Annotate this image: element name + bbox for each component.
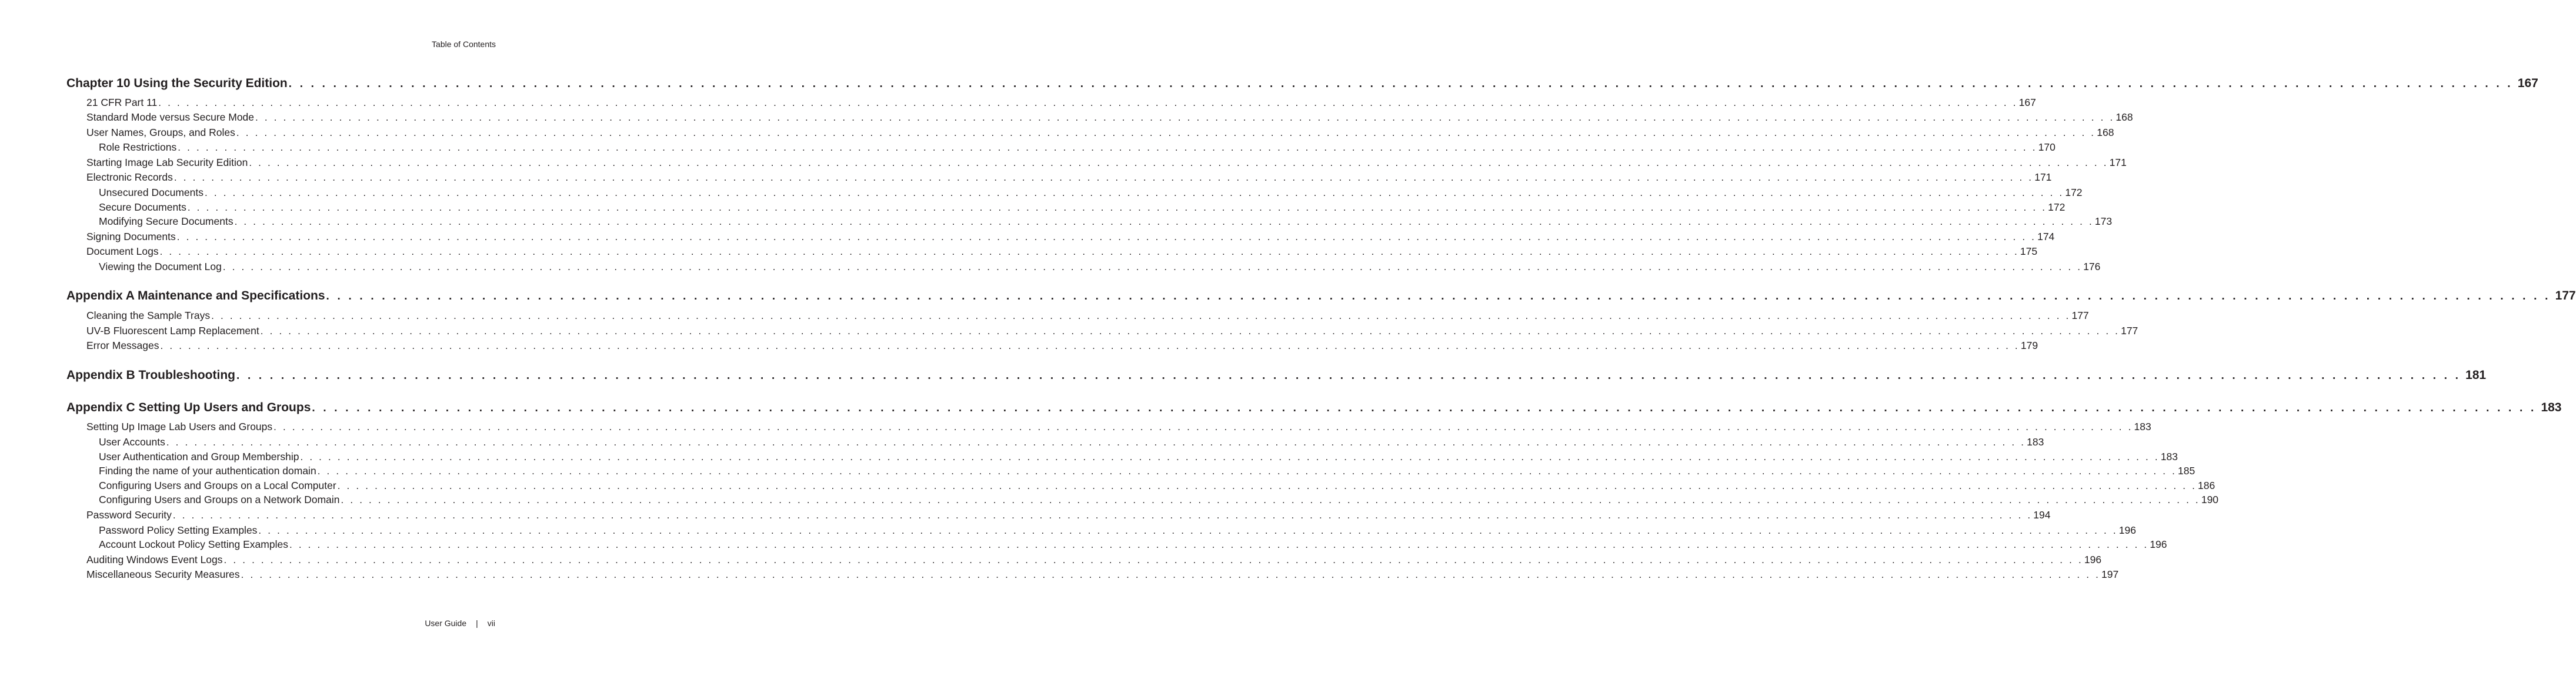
footer-page-number: vii xyxy=(487,618,495,628)
toc-entry-page: 167 xyxy=(2517,76,2538,90)
toc-entry-title: Password Policy Setting Examples xyxy=(99,524,258,536)
toc-entry[interactable] xyxy=(99,480,2215,492)
toc-entry[interactable] xyxy=(86,171,2052,184)
toc-dot-leader: . . . . . . . . . . . . . . . . . . . . . . . . . . . . . . . . . . . . . . . . . . . . . . . . . . . . . . . . . . . . . . . . . . . . . . . . . . . . . . . . . . . . . . . . . . . . . . . . . . . . . . . . . . . . . . . . . . . . . . . . . . . . . . . . . . . . . . . . . . . . . . . . . . . . . . . . . . . . . . . . . . . . . . . . . . . . . . . . . . . . . . . . . . . . . . . . . . . . . . . . xyxy=(211,310,2071,321)
toc-entry-title: Document Logs xyxy=(86,245,159,257)
toc-dot-leader: . . . . . . . . . . . . . . . . . . . . . . . . . . . . . . . . . . . . . . . . . . . . . . . . . . . . . . . . . . . . . . . . . . . . . . . . . . . . . . . . . . . . . . . . . . . . . . . . . . . . . . . . . . . . . . . . . . . . . . . . . . . . . . . . . . . . . . . . . . . . . . . . . . . . . . . . . . . . . . . . . . . . . . . . . . . . . . . . . . . . . . . . . . . . . . . . . . . . . . . . xyxy=(289,539,2149,550)
toc-dot-leader: . . . . . . . . . . . . . . . . . . . . . . . . . . . . . . . . . . . . . . . . . . . . . . . . . . . . . . . . . . . . . . . . . . . . . . . . . . . . . . . . . . . . . . . . . . . . . . . . . . . . . . . . . . . . . . . . . . . . . . . . . . . . . . . . . . . . . . . . . . . . . . . . . . . . . . . . . . . . . . . . . . . . . . . . . . . . . . . . . . . . . . . . . . . . . . . . . . . . . . . . xyxy=(317,465,2177,477)
toc-entry-title: Unsecured Documents xyxy=(99,187,203,198)
toc-entry-page: 172 xyxy=(2048,201,2066,213)
toc-entry[interactable] xyxy=(86,340,2038,352)
toc-entry-title: Setting Up Image Lab Users and Groups xyxy=(86,421,273,433)
toc-entry[interactable] xyxy=(99,187,2083,199)
toc-entry-title: 21 CFR Part 11 xyxy=(86,97,158,108)
toc-entry-title: UV-B Fluorescent Lamp Replacement xyxy=(86,325,259,337)
toc-entry-title: Viewing the Document Log xyxy=(99,261,222,272)
toc-entry-page: 194 xyxy=(2033,509,2051,521)
toc-dot-leader: . . . . . . . . . . . . . . . . . . . . . . . . . . . . . . . . . . . . . . . . . . . . . . . . . . . . . . . . . . . . . . . . . . . . . . . . . . . . . . . . . . . . . . . . . . . . . . . . . . . . . . . . . . . . . . . . . . . . . . . . . . . . . . . . . . . . . . . . . . . . . . . . . . . . . . . . . . . . . . . . . . . . . . . . . . . . . . . . . . . . . . . . . . . . . . . . . . . . . . . . xyxy=(178,142,2037,153)
toc-dot-leader: . . . . . . . . . . . . . . . . . . . . . . . . . . . . . . . . . . . . . . . . . . . . . . . . . . . . . . . . . . . . . . . . . . . . . . . . . . . . . . . . . . . . . . . . . . . . . . . . . . . . . . . . . . . . . . . . . . . . . . . . . . . . . . . . . . . . . . . . . . . . . . . . . . . . . . . . . . . . . . . . . . . . . . . . . . . . . . . . . . . . . . . . . . . . . . . . . . . . . . . . xyxy=(160,340,2020,351)
toc-entry-title: Auditing Windows Event Logs xyxy=(86,554,223,565)
toc-entry-page: 183 xyxy=(2134,421,2151,433)
toc-dot-leader: . . . . . . . . . . . . . . . . . . . . . . . . . . . . . . . . . . . . . . . . . . . . . . . . . . . . . . . . . . . . . . . . . . . . . . . . . . . . . . . . . . . . . . . . . . . . . . . . . . . . . . . . . . . . . . . . . . . . . . . . . . . . . . . . . . . . . . . . . . . . . . . . . . . . . . . . . . . . . . . . . . . . . . . . . . . . . . . . . . . . . . . . . . . . . . . . . . . . . . . . xyxy=(341,494,2200,505)
toc-entry[interactable] xyxy=(86,127,2114,139)
toc-entry-title: Appendix B Troubleshooting xyxy=(66,368,235,382)
toc-entry-page: 177 xyxy=(2071,310,2089,321)
toc-entry-page: 168 xyxy=(2097,127,2114,138)
toc-dot-leader: . . . . . . . . . . . . . . . . . . . . . . . . . . . . . . . . . . . . . . . . . . . . . . . . . . . . . . . . . . . . . . . . . . . . . . . . . . . . . . . . . . . . . . . . . . . . . . . . . . . . . . . . . . . . . . . . . . . . . . . . . . . . . . . . . . . . . . . . . . . . . . . . . . . . . . . . . . . . . . . . . . . . . . . . . . . . . . . . . . . . . . . . . . . . . . . . . . . . . . . . xyxy=(166,437,2026,448)
toc-entry-title: Chapter 10 Using the Security Edition xyxy=(66,76,288,90)
toc-entry-title: Account Lockout Policy Setting Examples xyxy=(99,538,288,550)
toc-entry-page: 171 xyxy=(2109,157,2127,168)
toc-entry[interactable] xyxy=(99,436,2044,448)
toc-entry[interactable] xyxy=(99,524,2136,537)
toc-dot-leader: . . . . . . . . . . . . . . . . . . . . . . . . . . . . . . . . . . . . . . . . . . . . . . . . . . . . . . . . . . . . . . . . . . . . . . . . . . . . . . . . . . . . . . . . . . . . . . . . . . . . . . . . . . . . . . . . . . . . . . . . . . . . . . . . . . . . . . . . . . . . . . . . . . . . . . . . . . . . . . . . . . . . . . . . . . . . . . . . . . . . . . . . . . . . . . . . . . . . . . . . xyxy=(236,127,2096,138)
toc-entry-title: Configuring Users and Groups on a Local Computer xyxy=(99,480,336,491)
toc-entry-page: 172 xyxy=(2065,187,2083,198)
toc-entry-page: 177 xyxy=(2121,325,2138,337)
toc-entry-page: 176 xyxy=(2083,261,2101,272)
toc-entry-page: 183 xyxy=(2160,451,2178,463)
toc-dot-leader: . . . . . . . . . . . . . . . . . . . . . . . . . . . . . . . . . . . . . . . . . . . . . . . . . . . . . . . . . . . . . . . . . . . . . . . . . . . . . . . . . . . . . . . . . . . . . . . . . . . . . . . . . . . . . . . . . . . . . . . . . . . . . . . . . . . . . . . . . . . . . . . . . . . . . . . . . . . . . . . . . . . . . . . . . . . . . . . . . . . . . . . . . . . . . . . . . . . . . . . . xyxy=(234,216,2094,227)
toc-entry[interactable] xyxy=(86,568,2119,581)
footer-separator: | xyxy=(476,618,478,628)
toc-dot-leader: . . . . . . . . . . . . . . . . . . . . . . . . . . . . . . . . . . . . . . . . . . . . . . . . . . . . . . . . . . . . . . . . . . . . . . . . . . . . . . . . . . . . . . . . . . . . . . . . . . . . . . . . . . . . . . . . . . . . . . . . . . . . . . . . . . . . . . . . . . . . . . . . . . . . . . . . . . . . . . . . . . . . . . . . . . . . . . . . . . . . . . . . . . . . . . . . . . . . . . . . xyxy=(260,325,2120,337)
toc-entry-page: 196 xyxy=(2150,538,2167,550)
toc-dot-leader: . . . . . . . . . . . . . . . . . . . . . . . . . . . . . . . . . . . . . . . . . . . . . . . . . . . . . . . . . . . . . . . . . . . . . . . . . . . . . . . . . . . . . . . . . . . . . . . . . . . . . . . . . . . . . . . . . . . . . . . . . . . . . . . . . . . . . . . . . . . . . . . . . . . . . . . . . . . . . . . . . . . . . . . . . . . . . . . . . . . . . . . . . . . . . . . . . . . . . . . . xyxy=(172,510,2033,521)
toc-dot-leader: . . . . . . . . . . . . . . . . . . . . . . . . . . . . . . . . . . . . . . . . . . . . . . . . . . . . . . . . . . . . . . . . . . . . . . . . . . . . . . . . . . . . . . . . . . . . . . . . . . . . . . . . . . . . . . . . . . . . . . . . . . . . . . . . . . . . . . . . . . . . . . . . . . . . . . . . . . . . . . . . . . . . . . . . . . . . . . . . . . . . . . . . . . . . . . . . . . . . . . . . xyxy=(159,246,2019,257)
toc-entry-title: User Names, Groups, and Roles xyxy=(86,127,235,138)
toc-entry-page: 167 xyxy=(2018,97,2036,108)
toc-dot-leader: . . . . . . . . . . . . . . . . . . . . . . . . . . . . . . . . . . . . . . . . . . . . . . . . . . . . . . . . . . . . . . . . . . . . . . . . . . . . . . . . . . . . . . . . . . . . . . . . . . . . . . . . . . . . . . . . . . . . . . . . . . . . . . . . . . . . . . . . . . . . . . . . . . . . . . . . . . . . . . . . . . . . . . . . . . . . . . . . . . . . . . . . . . . . . . . . . . . . . . . . xyxy=(273,421,2133,433)
toc-entry-title: Appendix C Setting Up Users and Groups xyxy=(66,401,311,414)
toc-dot-leader: . . . . . . . . . . . . . . . . . . . . . . . . . . . . . . . . . . . . . . . . . . . . . . . . . . . . . . . . . . . . . . . . . . . . . . . . . . . . . . . . . . . . . . . . . . . . . . . . . . . . . . . . . . . . . . . . . . . . . . . . . . . . . . . . . . . . . . . . . . . . . . . . . . . . . . . . . . . . . . . . . . . . . . . . . . . . . . . . . . . . . . . . . . . . . . . . . . . . . . . . xyxy=(300,451,2160,463)
toc-entry-title: Starting Image Lab Security Edition xyxy=(86,157,248,168)
toc-chapter-entry[interactable] xyxy=(66,289,2576,303)
toc-chapter-entry[interactable] xyxy=(66,76,2538,91)
toc-entry-title: User Authentication and Group Membership xyxy=(99,451,299,463)
toc-entry[interactable] xyxy=(86,421,2151,433)
toc-chapter-entry[interactable] xyxy=(66,368,2487,382)
toc-entry-page: 190 xyxy=(2201,494,2219,505)
toc-dot-leader: . . . . . . . . . . . . . . . . . . . . . . . . . . . . . . . . . . . . . . . . . . . . . . . . . . . . . . . . . . . . . . . . . . . . . . . . . . . . . . . . . . . . . . . . . . . . . . . . . . . . . . . . . . . . . . . . . . . . . . . . . . . . . . . . . . . . . . . . . . . . . . . . . . . . . . . . . . . . . . . . . . . . . . . . . . . . . . . . . . . . . . . . . . . . . . . . . . . . . . . . xyxy=(158,97,2018,108)
toc-entry-title: Role Restrictions xyxy=(99,141,177,153)
toc-entry[interactable] xyxy=(86,554,2102,566)
toc-entry-page: 185 xyxy=(2178,465,2195,477)
toc-dot-leader: . . . . . . . . . . . . . . . . . . . . . . . . . . . . . . . . . . . . . . . . . . . . . . . . . . . . . . . . . . . . . . . . . . . . . . . . . . . . . . . . . . . . . . . . . . . . . . . . . . . . . . . . . . . . . . . . . . . . . . . . . . . . . . . . . . . . . . . . . . . . . . . . . . . . . . . . . . . . . . . . . . . . . . . . . . . . . . . . . . . . . . . . . . . . . . . . . . . . . . . . xyxy=(241,569,2101,580)
toc-entry-title: Signing Documents xyxy=(86,231,176,242)
toc-entry-page: 175 xyxy=(2020,245,2038,257)
toc-entry-title: Standard Mode versus Secure Mode xyxy=(86,111,255,123)
toc-entry-page: 183 xyxy=(2541,401,2562,414)
toc-entry-page: 183 xyxy=(2027,436,2044,448)
toc-entry[interactable] xyxy=(86,97,2036,109)
toc-entry[interactable] xyxy=(99,538,2167,551)
toc-chapter-entry[interactable] xyxy=(66,401,2562,415)
toc-entry[interactable] xyxy=(86,245,2038,258)
toc-dot-leader: . . . . . . . . . . . . . . . . . . . . . . . . . . . . . . . . . . . . . . . . . . . . . . . . . . . . . . . . . . . . . . . . . . . . . . . . . . . . . . . . . . . . . . . . . . . . . . . . . . . . . . . . . . . . . . . . . . . . . . . . . . . . . . . . . . . . . . . . . . . . . . . . . . . . . . . . . . . . . . . . . . . . . . . . . . . . . . . . . . . . . . . . . . . . . . . . . . . . . . . . xyxy=(176,231,2037,242)
toc-entry[interactable] xyxy=(86,310,2089,322)
toc-entry-title: Secure Documents xyxy=(99,201,186,213)
toc-entry-title: Appendix A Maintenance and Specifications xyxy=(66,289,325,302)
toc-dot-leader: . . . . . . . . . . . . . . . . . . . . . . . . . . . . . . . . . . . . . . . . . . . . . . . . . . . . . . . . . . . . . . . . . . . . . . . . . . . . . . . . . . . . . . . . . . . . . . . . . . . . . . . . . . . . . . . . . . . . . . . . . . . . . . . . . . . . . . . . . . . . . . . . . . . . . . . . . . . . . . . . . . . . . . . . . . . . . . . . . . . . . . . . . . . . . . . . . . . . . . . . xyxy=(255,112,2115,123)
toc-dot-leader: . . . . . . . . . . . . . . . . . . . . . . . . . . . . . . . . . . . . . . . . . . . . . . . . . . . . . . . . . . . . . . . . . . . . . . . . . . . . . . . . . . . . . . . . . . . . . . . . . . . . . . . . . . . . . . . . . . . . . . . . . . . . . . . . . . . . . . . . . . . . . . . . . . . . . . . . . . . . . . . . . . . . . . . . . . . . . . . . . . . . . . . . . . . . . . . . . . . . . . . . xyxy=(222,261,2083,272)
toc-entry-title: Electronic Records xyxy=(86,171,173,183)
toc-entry[interactable] xyxy=(86,325,2138,337)
toc-entry-title: Configuring Users and Groups on a Network Domain xyxy=(99,494,340,505)
toc-entry-title: User Accounts xyxy=(99,436,165,448)
toc-entry-title: Error Messages xyxy=(86,340,159,351)
toc-dot-leader: . . . . . . . . . . . . . . . . . . . . . . . . . . . . . . . . . . . . . . . . . . . . . . . . . . . . . . . . . . . . . . . . . . . . . . . . . . . . . . . . . . . . . . . . . . . . . . . . . . . . . . . . . . . . . . . . . . . . . . . . . . . . . . . . . . . . . . . . . . . . . . . . . . . . . . . . . . . . . . . . . . . . . . . . . . . . . . . . . . . . . . . . . . . . . . . . . . . . . . . . xyxy=(258,525,2118,536)
footer-guide-label: User Guide xyxy=(425,618,467,628)
toc-entry[interactable] xyxy=(99,261,2101,273)
running-footer xyxy=(425,618,495,628)
toc-entry-page: 177 xyxy=(2555,289,2576,302)
running-header: Table of Contents xyxy=(432,39,496,49)
toc-entry-page: 196 xyxy=(2084,554,2102,565)
toc-entry[interactable] xyxy=(99,494,2219,506)
toc-entry-page: 186 xyxy=(2198,480,2215,491)
toc-entry-title: Finding the name of your authentication domain xyxy=(99,465,316,477)
toc-entry-page: 170 xyxy=(2038,141,2056,153)
toc-entry[interactable] xyxy=(86,231,2055,243)
toc-entry[interactable] xyxy=(86,157,2127,169)
toc-entry-title: Password Security xyxy=(86,509,172,521)
toc-dot-leader: . . . . . . . . . . . . . . . . . . . . . . . . . . . . . . . . . . . . . . . . . . . . . . . . . . . . . . . . . . . . . . . . . . . . . . . . . . . . . . . . . . . . . . . . . . . . . . . . . . . . . . . . . . . . . . . . . . . . . . . . . . . . . . . . . . . . . . . . . . . . . . . . . . . . . . . . . . . . . . . . . . . . . . . . . . . . . . . . . . . . . . . . . . . . . . . . . . . . . . . . xyxy=(236,370,2461,382)
toc-entry-title: Modifying Secure Documents xyxy=(99,215,233,227)
toc-entry-page: 171 xyxy=(2034,171,2052,183)
toc-entry[interactable] xyxy=(99,451,2178,463)
toc-dot-leader: . . . . . . . . . . . . . . . . . . . . . . . . . . . . . . . . . . . . . . . . . . . . . . . . . . . . . . . . . . . . . . . . . . . . . . . . . . . . . . . . . . . . . . . . . . . . . . . . . . . . . . . . . . . . . . . . . . . . . . . . . . . . . . . . . . . . . . . . . . . . . . . . . . . . . . . . . . . . . . . . . . . . . . . . . . . . . . . . . . . . . . . . . . . . . . . . . . . . . . . . xyxy=(223,554,2083,565)
toc-entry[interactable] xyxy=(99,141,2056,154)
toc-entry-title: Cleaning the Sample Trays xyxy=(86,310,211,321)
toc-dot-leader: . . . . . . . . . . . . . . . . . . . . . . . . . . . . . . . . . . . . . . . . . . . . . . . . . . . . . . . . . . . . . . . . . . . . . . . . . . . . . . . . . . . . . . . . . . . . . . . . . . . . . . . . . . . . . . . . . . . . . . . . . . . . . . . . . . . . . . . . . . . . . . . . . . . . . . . . . . . . . . . . . . . . . . . . . . . . . . . . . . . . . . . . . . . . . . . . . . . . . . . . xyxy=(337,480,2197,491)
toc-dot-leader: . . . . . . . . . . . . . . . . . . . . . . . . . . . . . . . . . . . . . . . . . . . . . . . . . . . . . . . . . . . . . . . . . . . . . . . . . . . . . . . . . . . . . . . . . . . . . . . . . . . . . . . . . . . . . . . . . . . . . . . . . . . . . . . . . . . . . . . . . . . . . . . . . . . . . . . . . . . . . . . . . . . . . . . . . . . . . . . . . . . . . . . . . . . . . . . . . . . . . . . . xyxy=(288,78,2513,90)
toc-entry[interactable] xyxy=(99,215,2113,228)
toc-dot-leader: . . . . . . . . . . . . . . . . . . . . . . . . . . . . . . . . . . . . . . . . . . . . . . . . . . . . . . . . . . . . . . . . . . . . . . . . . . . . . . . . . . . . . . . . . . . . . . . . . . . . . . . . . . . . . . . . . . . . . . . . . . . . . . . . . . . . . . . . . . . . . . . . . . . . . . . . . . . . . . . . . . . . . . . . . . . . . . . . . . . . . . . . . . . . . . . . . . . . . . . . xyxy=(187,202,2047,213)
toc-entry-page: 179 xyxy=(2020,340,2038,351)
toc-entry[interactable] xyxy=(86,509,2051,521)
toc-dot-leader: . . . . . . . . . . . . . . . . . . . . . . . . . . . . . . . . . . . . . . . . . . . . . . . . . . . . . . . . . . . . . . . . . . . . . . . . . . . . . . . . . . . . . . . . . . . . . . . . . . . . . . . . . . . . . . . . . . . . . . . . . . . . . . . . . . . . . . . . . . . . . . . . . . . . . . . . . . . . . . . . . . . . . . . . . . . . . . . . . . . . . . . . . . . . . . . . . . . . . . . . xyxy=(205,187,2064,198)
toc-entry-title: Miscellaneous Security Measures xyxy=(86,568,240,580)
toc-entry-page: 168 xyxy=(2115,111,2133,123)
toc-dot-leader: . . . . . . . . . . . . . . . . . . . . . . . . . . . . . . . . . . . . . . . . . . . . . . . . . . . . . . . . . . . . . . . . . . . . . . . . . . . . . . . . . . . . . . . . . . . . . . . . . . . . . . . . . . . . . . . . . . . . . . . . . . . . . . . . . . . . . . . . . . . . . . . . . . . . . . . . . . . . . . . . . . . . . . . . . . . . . . . . . . . . . . . . . . . . . . . . . . . . . . . . xyxy=(326,290,2551,302)
toc-dot-leader: . . . . . . . . . . . . . . . . . . . . . . . . . . . . . . . . . . . . . . . . . . . . . . . . . . . . . . . . . . . . . . . . . . . . . . . . . . . . . . . . . . . . . . . . . . . . . . . . . . . . . . . . . . . . . . . . . . . . . . . . . . . . . . . . . . . . . . . . . . . . . . . . . . . . . . . . . . . . . . . . . . . . . . . . . . . . . . . . . . . . . . . . . . . . . . . . . . . . . . . . xyxy=(249,157,2108,168)
toc-entry-page: 196 xyxy=(2118,524,2136,536)
toc-entry[interactable] xyxy=(99,201,2066,214)
toc-entry[interactable] xyxy=(86,111,2133,124)
toc-entry[interactable] xyxy=(99,465,2195,477)
toc-entry-page: 174 xyxy=(2037,231,2055,242)
toc-entry-page: 181 xyxy=(2465,368,2487,382)
toc-dot-leader: . . . . . . . . . . . . . . . . . . . . . . . . . . . . . . . . . . . . . . . . . . . . . . . . . . . . . . . . . . . . . . . . . . . . . . . . . . . . . . . . . . . . . . . . . . . . . . . . . . . . . . . . . . . . . . . . . . . . . . . . . . . . . . . . . . . . . . . . . . . . . . . . . . . . . . . . . . . . . . . . . . . . . . . . . . . . . . . . . . . . . . . . . . . . . . . . . . . . . . . . xyxy=(312,402,2537,414)
toc-dot-leader: . . . . . . . . . . . . . . . . . . . . . . . . . . . . . . . . . . . . . . . . . . . . . . . . . . . . . . . . . . . . . . . . . . . . . . . . . . . . . . . . . . . . . . . . . . . . . . . . . . . . . . . . . . . . . . . . . . . . . . . . . . . . . . . . . . . . . . . . . . . . . . . . . . . . . . . . . . . . . . . . . . . . . . . . . . . . . . . . . . . . . . . . . . . . . . . . . . . . . . . . xyxy=(173,172,2034,183)
toc-entry-page: 173 xyxy=(2094,215,2113,227)
toc-entry-page: 197 xyxy=(2101,568,2119,580)
